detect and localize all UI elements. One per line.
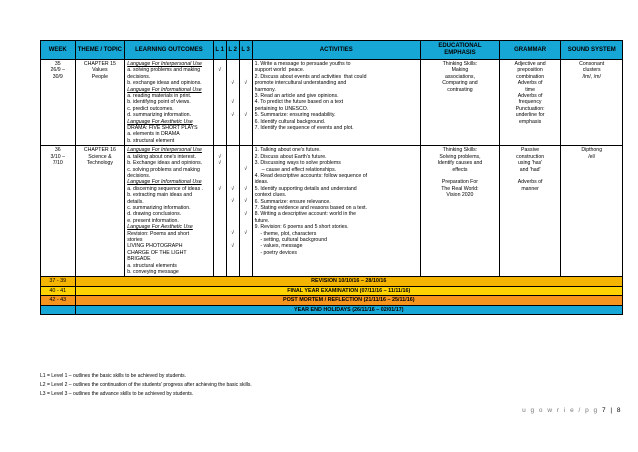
activity-line: - theme, plot, characters (254, 230, 317, 237)
tick-mark: √ (231, 80, 235, 87)
header-l1: L 1 (213, 41, 226, 60)
outcome-line: a. solving problems and making (127, 67, 201, 74)
outcome-line: b. Exchange ideas and opinions. (127, 160, 203, 167)
tick-mark (216, 138, 224, 144)
theme-cell: CHAPTER 15 Values People (75, 60, 125, 146)
tick-mark: √ (244, 80, 248, 87)
outcome-line: d. summarizing information. (127, 112, 191, 119)
table-row (41, 60, 623, 146)
outcome-line: LIVING PHOTOGRAPH (127, 243, 183, 250)
level-notes (40, 372, 252, 399)
l2-cell (226, 146, 239, 277)
band-label: FINAL YEAR EXAMINATION (07/11/16 – 11/11/16) (75, 286, 622, 295)
activity-line: – cause and effect relationships. (254, 166, 337, 173)
tick-mark: √ (231, 230, 235, 237)
tick-mark: √ (244, 230, 248, 237)
outcome-line: b. structural element (127, 137, 175, 144)
activities-cell (252, 60, 420, 146)
activity-line: harmony. (254, 86, 276, 93)
tick-mark: √ (244, 112, 248, 119)
activity-line: promote intercultural understanding and (254, 80, 347, 87)
tick-mark: √ (244, 166, 248, 173)
outcome-line: Language For Informational Use (127, 179, 202, 186)
tick-mark (242, 138, 250, 144)
outcomes-cell (125, 60, 214, 146)
table-body (41, 60, 623, 315)
activity-line: 4. Read descriptive accounts: follow sequence of (254, 172, 368, 179)
grammar-cell: Adjective and preposition combination Adverbs of time Adverbs of frequency Punctuation: underline for emphasis (499, 60, 561, 146)
outcome-line: a. talking about one's interest. (127, 153, 196, 160)
outcome-line: c. summarizing information. (127, 204, 191, 211)
activity-line: 1. Talking about one's future. (254, 147, 321, 154)
table-row (41, 146, 623, 277)
band-label: YEAR END HOLIDAYS (26/11/16 – 02/01/17) (75, 305, 622, 314)
outcome-line: BRIGADE (127, 256, 151, 263)
note-l2: L2 = Level 2 – outlines the continuation of the students' progress after achieving the basic skills. (40, 382, 252, 388)
header-theme: THEME / TOPIC (75, 41, 125, 60)
activity-line: - values, message (254, 243, 303, 250)
outcome-line: d. drawing conclusions. (127, 211, 182, 218)
tick-mark (229, 269, 237, 275)
outcome-line: e. present information. (127, 217, 179, 224)
activity-line: ideas. (254, 179, 269, 186)
activity-line: 5. Identify supporting details and understand (254, 185, 357, 192)
tick-mark: √ (218, 153, 222, 160)
activity-line: 3. Discussing ways to solve problems (254, 160, 341, 167)
tick-mark: √ (231, 198, 235, 205)
outcome-line: b. identifying point of views. (127, 99, 191, 106)
emphasis-cell: Thinking Skills: Making associations, Comparing and contrasting (421, 60, 500, 146)
sound-cell: Dipthong /el/ (561, 146, 623, 277)
outcome-line: a. discerning sequence of ideas . (127, 185, 204, 192)
tick-mark: √ (218, 67, 222, 74)
page-footer (522, 407, 622, 414)
outcome-line: Language For Aesthetic Use (127, 224, 193, 231)
outcome-line: b. exchange ideas and opinions. (127, 80, 202, 87)
activity-line: - setting, cultural background (254, 236, 327, 243)
l3-cell (239, 146, 252, 277)
outcome-line: DRAMA: FIVE SHORT PLAYS (127, 125, 198, 132)
activity-line: 1. Write a message to persuade youths to (254, 61, 351, 67)
activity-line: 2. Discuss about Earth's future. (254, 153, 327, 160)
band-week: 40 - 41 (41, 286, 76, 295)
outcome-line: c. predict outcomes. (127, 105, 174, 112)
outcome-line: Language For Informational Use (127, 86, 202, 93)
outcome-line: decisions. (127, 172, 151, 179)
outcomes-cell (125, 146, 214, 277)
activity-line: future. (254, 217, 270, 224)
activity-line: - poetry devices (254, 249, 297, 256)
activity-line: 3. Read an article and give opinions. (254, 93, 339, 100)
outcome-line: Revision: Poems and short (127, 230, 190, 237)
schedule-band-row (41, 277, 623, 286)
scheme-of-work-table (40, 40, 623, 315)
emphasis-cell: Thinking Skills: Solving problems, Identify causes and effects Preparation For The Real World: Vision 2020 (421, 146, 500, 277)
outcome-line: CHARGE OF THE LIGHT (127, 249, 187, 256)
band-week: 42 - 43 (41, 296, 76, 305)
outcome-line: c. solving problems and making (127, 166, 200, 173)
activity-line: 6. Identify cultural background. (254, 118, 326, 125)
tick-mark (229, 138, 237, 144)
l1-cell (213, 146, 226, 277)
note-l3: L3 = Level 3 – outlines the advance skills to be achieved by students. (40, 391, 194, 397)
week-cell: 35 26/9 – 30/9 (41, 60, 76, 146)
l1-cell (213, 60, 226, 146)
outcome-line: decisions. (127, 73, 151, 80)
tick-mark: √ (231, 99, 235, 106)
tick-mark: √ (218, 185, 222, 192)
schedule-band-row (41, 305, 623, 314)
tick-mark: √ (231, 112, 235, 119)
tick-mark: √ (244, 185, 248, 192)
grammar-cell: Passive construction using 'has' and 'had' Adverbs of manner (499, 146, 561, 277)
activity-line: support world peace. (254, 67, 305, 74)
outcome-line: Language For Interpersonal Use (127, 147, 202, 154)
activity-line: context clues. (254, 192, 287, 199)
band-week: 37 - 39 (41, 277, 76, 286)
activity-line: 5. Summarize: ensuring readability. (254, 112, 336, 119)
l3-cell (239, 60, 252, 146)
header-outcomes: LEARNING OUTCOMES (125, 41, 214, 60)
activity-line: 7. Stating evidence and reasons based on a text. (254, 204, 368, 211)
schedule-band-row (41, 296, 623, 305)
footer-page: 7 | 8 (601, 407, 622, 414)
outcome-line: stories (127, 236, 143, 243)
header-emphasis: EDUCATIONAL EMPHASIS (421, 41, 500, 60)
week-cell: 36 3/10 – 7/10 (41, 146, 76, 277)
footer-source: u g o w r i e / p g (522, 407, 599, 414)
header-week: WEEK (41, 41, 76, 60)
band-label: REVISION 10/10/16 – 28/10/16 (75, 277, 622, 286)
outcome-line: a. structural elements (127, 262, 177, 269)
activity-line: 9. Revision: 6 poems and 5 short stories. (254, 224, 349, 231)
activities-cell (252, 146, 420, 277)
tick-mark: √ (231, 185, 235, 192)
header-row (41, 41, 623, 60)
outcome-line: b. extracting main ideas and (127, 192, 193, 199)
outcome-line: Language For Aesthetic Use (127, 118, 193, 125)
activity-line: 6. Summarize: ensure relevance. (254, 198, 331, 205)
header-activities: ACTIVITIES (252, 41, 420, 60)
tick-mark (242, 269, 250, 275)
l2-cell (226, 60, 239, 146)
header-grammar: GRAMMAR (499, 41, 561, 60)
tick-mark (216, 269, 224, 275)
note-l1: L1 = Level 1 – outlines the basic skills to be achieved by students. (40, 373, 187, 379)
activity-line: 4. To predict the future based on a text (254, 99, 344, 106)
header-l2: L 2 (226, 41, 239, 60)
outcome-line: a. reading materials in print. (127, 93, 192, 100)
activity-line: pertaining to UNESCO. (254, 105, 309, 112)
outcome-line: a. elements in DRAMA (127, 131, 180, 138)
tick-mark: √ (244, 198, 248, 205)
theme-cell: CHAPTER 16 Science & Technology (75, 146, 125, 277)
sound-cell: Consonant clusters /lm/, /m/ (561, 60, 623, 146)
outcome-line: details. (127, 198, 144, 205)
band-week (41, 305, 76, 314)
schedule-band-row (41, 286, 623, 295)
activity-line: 8. Writing a descriptive account: world in the (254, 211, 356, 218)
activity-line: 7. Identify the sequence of events and plot. (254, 125, 354, 132)
activity-line: 2. Discuss about events and activities that could (254, 73, 367, 80)
tick-mark: √ (218, 160, 222, 167)
tick-mark: √ (231, 243, 235, 250)
header-sound: SOUND SYSTEM (561, 41, 623, 60)
outcome-line: Language For Interpersonal Use (127, 61, 202, 67)
outcome-line: b. conveying message (127, 269, 179, 275)
tick-mark: √ (244, 211, 248, 218)
band-label: POST MORTEM / REFLECTION (21/11/16 – 25/11/16) (75, 296, 622, 305)
header-l3: L 3 (239, 41, 252, 60)
